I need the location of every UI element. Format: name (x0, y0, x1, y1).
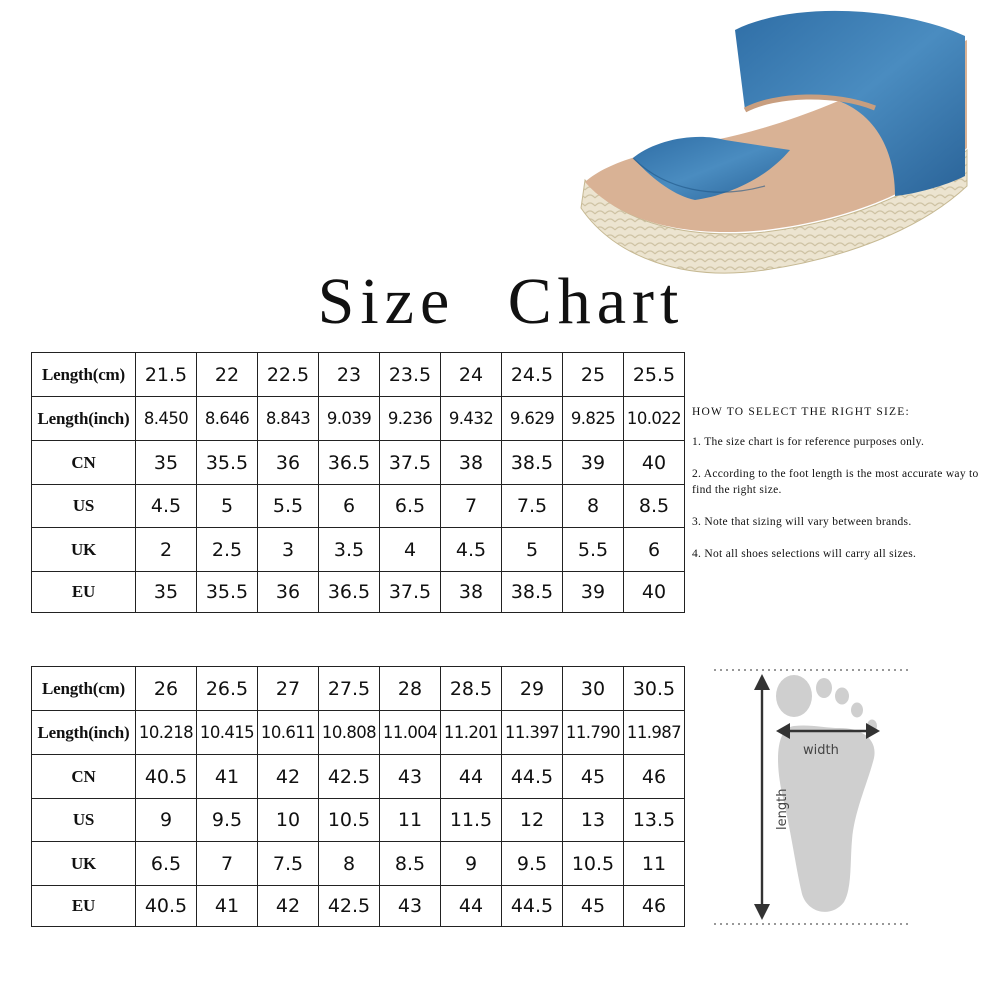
table-cell: 46 (624, 886, 685, 927)
table-cell: 11.397 (502, 711, 563, 755)
table-row (32, 528, 685, 572)
table-cell: 6.5 (380, 485, 441, 528)
row-header: CN (32, 441, 136, 485)
table-cell: 2.5 (197, 528, 258, 572)
row-header: Length(cm) (32, 353, 136, 397)
row-header: UK (32, 842, 136, 886)
table-cell: 29 (502, 667, 563, 711)
table-cell: 7 (441, 485, 502, 528)
row-header: EU (32, 886, 136, 927)
table-cell: 46 (624, 755, 685, 799)
table-cell: 6.5 (136, 842, 197, 886)
table-cell: 9 (441, 842, 502, 886)
row-header: Length(cm) (32, 667, 136, 711)
table-cell: 10 (258, 799, 319, 842)
table-cell: 41 (197, 755, 258, 799)
table-cell: 10.415 (197, 711, 258, 755)
table-cell: 4 (380, 528, 441, 572)
table-cell: 10.5 (319, 799, 380, 842)
table-cell: 5 (502, 528, 563, 572)
table-cell: 43 (380, 886, 441, 927)
table-cell: 22.5 (258, 353, 319, 397)
table-cell: 4.5 (136, 485, 197, 528)
page-title: Size Chart (317, 265, 685, 338)
table-cell: 9.432 (441, 397, 502, 441)
table-cell: 35.5 (197, 572, 258, 613)
table-cell: 45 (563, 755, 624, 799)
table-cell: 3 (258, 528, 319, 572)
table-cell: 7.5 (258, 842, 319, 886)
table-cell: 24 (441, 353, 502, 397)
table-row (32, 397, 685, 441)
row-header: US (32, 485, 136, 528)
table-cell: 43 (380, 755, 441, 799)
table-cell: 9.039 (319, 397, 380, 441)
note-item: 4. Not all shoes selections will carry all sizes. (692, 548, 917, 560)
table-cell: 28 (380, 667, 441, 711)
table-cell: 5.5 (258, 485, 319, 528)
table-cell: 8.646 (197, 397, 258, 441)
table-cell: 36 (258, 572, 319, 613)
table-cell: 40.5 (136, 755, 197, 799)
table-row (32, 711, 685, 755)
table-cell: 6 (319, 485, 380, 528)
table-cell: 26 (136, 667, 197, 711)
note-item: 1. The size chart is for reference purposes only. (692, 436, 925, 448)
table-cell: 36 (258, 441, 319, 485)
table-cell: 11 (380, 799, 441, 842)
table-cell: 9.5 (197, 799, 258, 842)
foot-measurement-diagram (712, 662, 912, 930)
table-cell: 35 (136, 441, 197, 485)
table-cell: 25.5 (624, 353, 685, 397)
table-cell: 8.450 (136, 397, 197, 441)
row-header: Length(inch) (32, 397, 136, 441)
table-cell: 38.5 (502, 441, 563, 485)
table-cell: 25 (563, 353, 624, 397)
footprint-icon (776, 675, 877, 912)
table-cell: 44 (441, 886, 502, 927)
table-cell: 11.004 (380, 711, 441, 755)
table-cell: 38 (441, 441, 502, 485)
table-cell: 10.808 (319, 711, 380, 755)
table-cell: 9.629 (502, 397, 563, 441)
table-cell: 11.790 (563, 711, 624, 755)
table-cell: 36.5 (319, 572, 380, 613)
sandal-product-image (575, 0, 975, 290)
table-cell: 7 (197, 842, 258, 886)
table-cell: 42 (258, 886, 319, 927)
table-cell: 30 (563, 667, 624, 711)
table-cell: 42 (258, 755, 319, 799)
table-row (32, 441, 685, 485)
row-header: Length(inch) (32, 711, 136, 755)
table-cell: 6 (624, 528, 685, 572)
table-cell: 4.5 (441, 528, 502, 572)
table-cell: 23 (319, 353, 380, 397)
table-row (32, 886, 685, 927)
table-cell: 12 (502, 799, 563, 842)
table-cell: 38.5 (502, 572, 563, 613)
table-cell: 11.987 (624, 711, 685, 755)
length-arrow (754, 674, 770, 920)
width-label: width (803, 743, 839, 758)
table-row (32, 485, 685, 528)
table-cell: 7.5 (502, 485, 563, 528)
table-cell: 27.5 (319, 667, 380, 711)
table-cell: 9.825 (563, 397, 624, 441)
table-cell: 27 (258, 667, 319, 711)
table-cell: 36.5 (319, 441, 380, 485)
table-cell: 37.5 (380, 441, 441, 485)
table-cell: 9.236 (380, 397, 441, 441)
size-table-2 (31, 666, 685, 927)
table-row (32, 842, 685, 886)
table-cell: 22 (197, 353, 258, 397)
table-cell: 44.5 (502, 755, 563, 799)
table-cell: 28.5 (441, 667, 502, 711)
table-cell: 11 (624, 842, 685, 886)
row-header: US (32, 799, 136, 842)
table-cell: 40 (624, 441, 685, 485)
table-cell: 26.5 (197, 667, 258, 711)
table-cell: 35.5 (197, 441, 258, 485)
table-cell: 42.5 (319, 886, 380, 927)
table-cell: 13 (563, 799, 624, 842)
table-cell: 8.5 (624, 485, 685, 528)
table-row (32, 667, 685, 711)
table-cell: 11.201 (441, 711, 502, 755)
table-cell: 8 (563, 485, 624, 528)
table-cell: 35 (136, 572, 197, 613)
table-cell: 38 (441, 572, 502, 613)
table-cell: 37.5 (380, 572, 441, 613)
table-cell: 11.5 (441, 799, 502, 842)
table-cell: 9 (136, 799, 197, 842)
table-row (32, 799, 685, 842)
table-cell: 44 (441, 755, 502, 799)
row-header: CN (32, 755, 136, 799)
table-cell: 44.5 (502, 886, 563, 927)
table-cell: 8 (319, 842, 380, 886)
size-guide-notes (692, 404, 997, 578)
table-cell: 10.611 (258, 711, 319, 755)
table-cell: 39 (563, 441, 624, 485)
table-cell: 8.5 (380, 842, 441, 886)
table-cell: 23.5 (380, 353, 441, 397)
table-cell: 9.5 (502, 842, 563, 886)
table-cell: 2 (136, 528, 197, 572)
row-header: EU (32, 572, 136, 613)
notes-title: HOW TO SELECT THE RIGHT SIZE: (692, 406, 910, 418)
note-item: 3. Note that sizing will vary between brands. (692, 516, 912, 528)
length-label: length (775, 788, 790, 830)
table-cell: 8.843 (258, 397, 319, 441)
table-cell: 45 (563, 886, 624, 927)
table-cell: 5.5 (563, 528, 624, 572)
table-row (32, 353, 685, 397)
table-cell: 13.5 (624, 799, 685, 842)
table-cell: 40.5 (136, 886, 197, 927)
table-cell: 10.5 (563, 842, 624, 886)
table-cell: 41 (197, 886, 258, 927)
table-cell: 24.5 (502, 353, 563, 397)
table-cell: 40 (624, 572, 685, 613)
table-cell: 10.218 (136, 711, 197, 755)
table-cell: 10.022 (624, 397, 685, 441)
note-item: 2. According to the foot length is the most accurate way to find the right size. (692, 468, 979, 496)
table-cell: 30.5 (624, 667, 685, 711)
table-cell: 42.5 (319, 755, 380, 799)
table-cell: 39 (563, 572, 624, 613)
table-cell: 21.5 (136, 353, 197, 397)
table-row (32, 755, 685, 799)
table-row (32, 572, 685, 613)
table-cell: 3.5 (319, 528, 380, 572)
size-table-1 (31, 352, 685, 613)
table-cell: 5 (197, 485, 258, 528)
row-header: UK (32, 528, 136, 572)
